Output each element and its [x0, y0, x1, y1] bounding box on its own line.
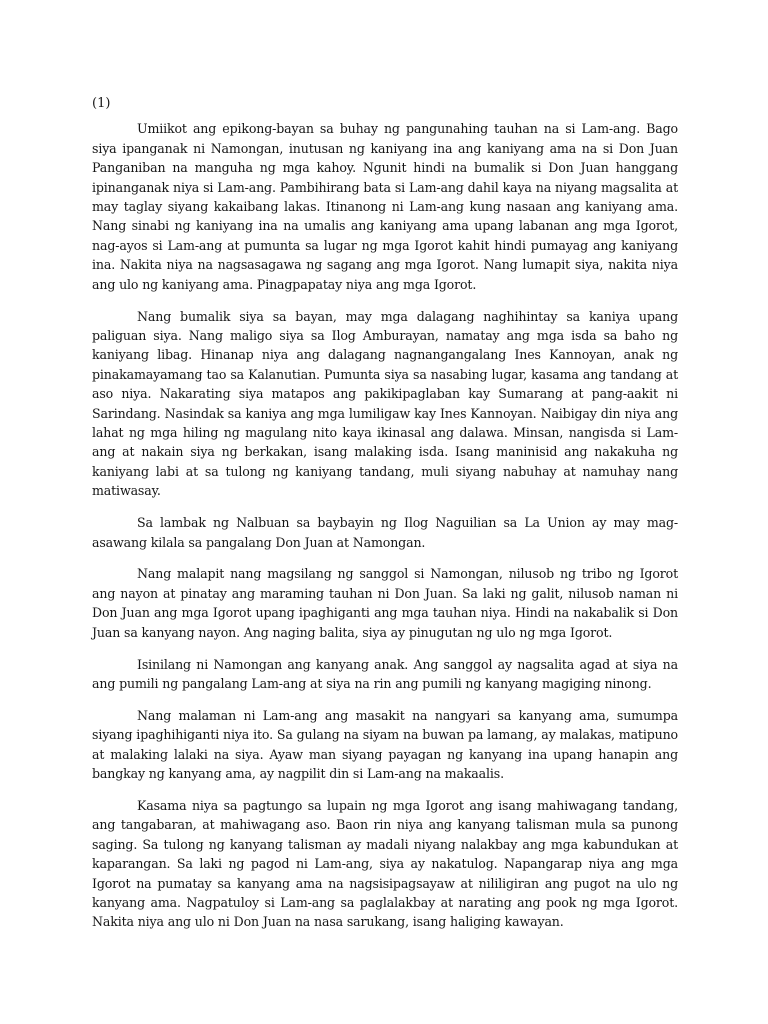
document-page [92, 94, 678, 944]
page-number: (1) [92, 96, 111, 111]
paragraph-3: Sa lambak ng Nalbuan sa baybayin ng Ilog Naguilian sa La Union ay may mag-asawang kilala sa pangalang Don Juan at Namongan. [92, 515, 678, 550]
paragraph-5: Isinilang ni Namongan ang kanyang anak. Ang sanggol ay nagsalita agad at siya na ang pumili ng pangalang Lam-ang at siya na rin ang pumili ng kanyang magiging ninong. [92, 656, 678, 691]
paragraph-7: Kasama niya sa pagtungo sa lupain ng mga Igorot ang isang mahiwagang tandang, ang tangabaran, at mahiwagang aso. Baon rin niya ang kanyang talisman mula sa punong saging. Sa tulong ng kanyang talisman ay madali niyang nalakbay ang mga kabundukan at kaparangan. Sa laki ng pagod ni Lam-ang, siya ay nakatulog. Napangarap niya ang mga Igorot na pumatay sa kanyang ama na nagsisipagsayaw at nililigiran ang pugot na ulo ng kanyang ama. Nagpatuloy si Lam-ang sa paglalakbay at narating ang pook ng mga Igorot. Nakita niya ang ulo ni Don Juan na nasa sarukang, isang haliging kawayan. [92, 798, 678, 930]
paragraph-2: Nang bumalik siya sa bayan, may mga dalagang naghihintay sa kaniya upang paliguan siya. Nang maligo siya sa Ilog Amburayan, namatay ang mga isda sa baho ng kaniyang libag. Hinanap niya ang dalagang nagnangangalang Ines Kannoyan, anak ng pinakamayamang tao sa Kalanutian. Pumunta siya sa nasabing lugar, kasama ang tandang at aso niya. Nakarating siya matapos ang pakikipaglaban kay Sumarang at pang-aakit ni Sarindang. Nasindak sa kaniya ang mga lumiligaw kay Ines Kannoyan. Naibigay din niya ang lahat ng mga hiling ng magulang nito kaya ikinasal ang dalawa. Minsan, nangisda si Lam-ang at nakain siya ng berkakan, isang malaking isda. Isang maninisid ang nakakuha ng kaniyang labi at sa tulong ng kaniyang tandang, muli siyang nabuhay at namuhay nang matiwasay. [92, 308, 678, 499]
paragraph-6: Nang malaman ni Lam-ang ang masakit na nangyari sa kanyang ama, sumumpa siyang ipaghihiganti niya ito. Sa gulang na siyam na buwan pa lamang, ay malakas, matipuno at malaking lalaki na siya. Ayaw man siyang payagan ng kanyang ina upang hanapin ang bangkay ng kanyang ama, ay nagpilit din si Lam-ang na makaalis. [92, 707, 678, 782]
paragraph-1: Umiikot ang epikong-bayan sa buhay ng pangunahing tauhan na si Lam-ang. Bago siya ipanganak ni Namongan, inutusan ng kaniyang ina ang kaniyang ama na si Don Juan Panganiban na manguha ng mga kahoy. Ngunit hindi na bumalik si Don Juan hanggang ipinanganak niya si Lam-ang. Pambihirang bata si Lam-ang dahil kaya na niyang magsalita at may taglay siyang kakaibang lakas. Itinanong ni Lam-ang kung nasaan ang kaniyang ama. Nang sinabi ng kaniyang ina na umalis ang kaniyang ama upang labanan ang mga Igorot, nag-ayos si Lam-ang at pumunta sa lugar ng mga Igorot kahit hindi pumayag ang kaniyang ina. Nakita niya na nagsasagawa ng sagang ang mga Igorot. Nang lumapit siya, nakita niya ang ulo ng kaniyang ama. Pinagpapatay niya ang mga Igorot. [92, 121, 678, 292]
paragraph-4: Nang malapit nang magsilang ng sanggol si Namongan, nilusob ng tribo ng Igorot ang nayon at pinatay ang maraming tauhan ni Don Juan. Sa laki ng galit, nilusob naman ni Don Juan ang mga Igorot upang ipaghiganti ang mga tauhan niya. Hindi na nakabalik si Don Juan sa kanyang nayon. Ang naging balita, siya ay pinugutan ng ulo ng mga Igorot. [92, 566, 678, 640]
